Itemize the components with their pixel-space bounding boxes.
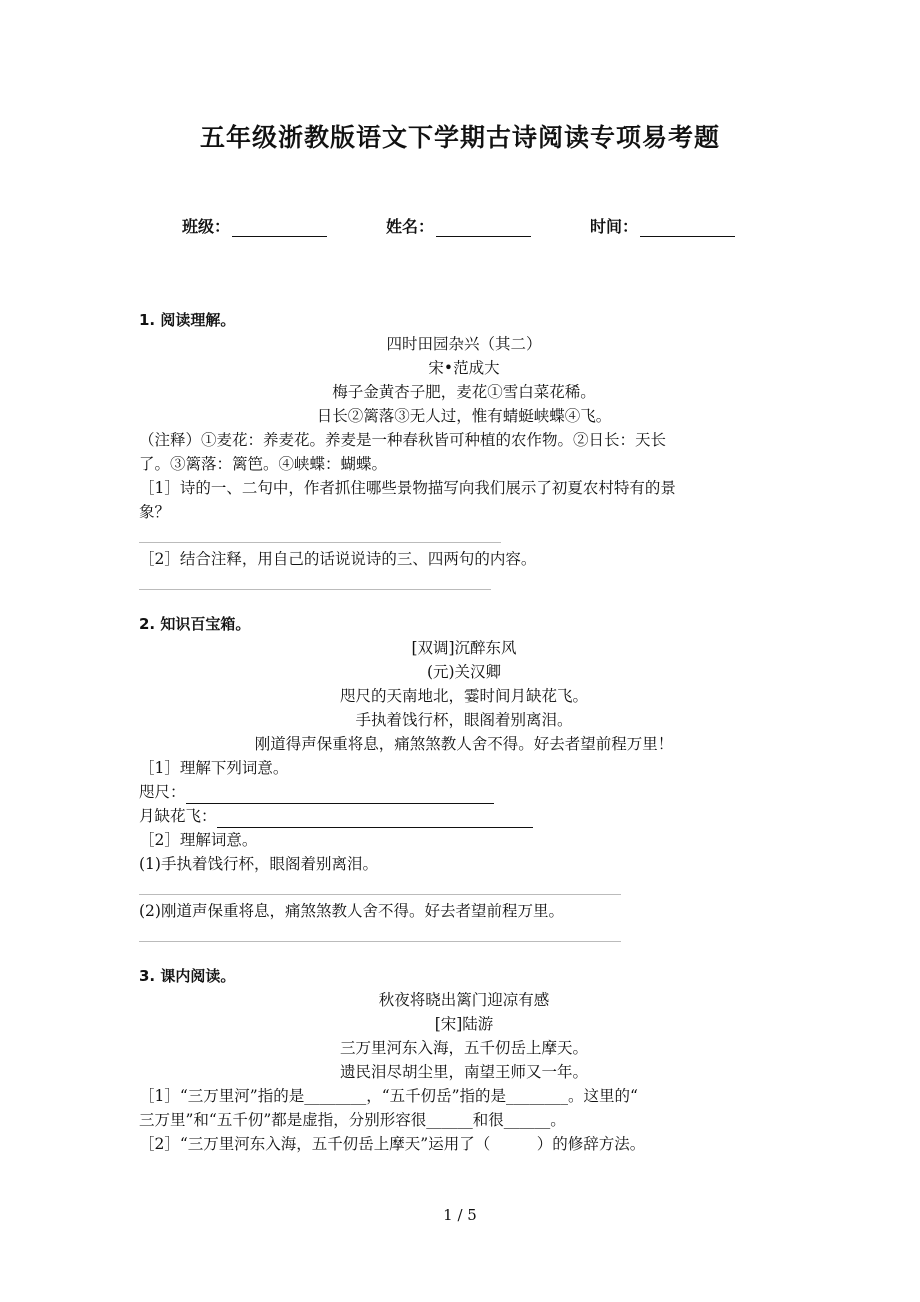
q2-term1: 咫尺：	[139, 783, 186, 801]
q2-term2-blank[interactable]	[217, 811, 533, 828]
q1-sub2-answer-line[interactable]	[139, 577, 491, 590]
time-label: 时间：	[590, 217, 639, 236]
q1-note: （注释）①麦花：养麦花。养麦是一种春秋皆可种植的农作物。②日长：天长	[139, 431, 667, 449]
name-blank[interactable]	[436, 218, 531, 237]
name-field[interactable]	[386, 214, 531, 237]
q1-sub2: ［2］结合注释，用自己的话说说诗的三、四两句的内容。	[139, 550, 537, 568]
q3-sub1: ［1］“三万里河”指的是________，“五千仞岳”指的是________。这里的“	[139, 1087, 638, 1105]
q2-author: (元)关汉卿	[426, 663, 502, 681]
class-field[interactable]	[182, 214, 327, 237]
q2-poem-title: [双调]沉醉东风	[411, 639, 517, 657]
info-row	[182, 214, 782, 242]
q2-sub1: ［1］理解下列词意。	[139, 759, 289, 777]
class-blank[interactable]	[232, 218, 327, 237]
q1-author: 宋•范成大	[428, 359, 500, 377]
questions	[139, 308, 789, 1156]
q3-author: [宋]陆游	[434, 1015, 494, 1033]
q2-term2: 月缺花飞：	[139, 807, 217, 825]
q1-sub1-cont: 象？	[139, 503, 171, 521]
q1-poem-line: 梅子金黄杏子肥，麦花①雪白菜花稀。	[332, 383, 596, 401]
q2-item1-answer-line[interactable]	[139, 882, 621, 895]
time-blank[interactable]	[640, 218, 735, 237]
q2-item2: (2)刚道声保重将息，痛煞煞教人舍不得。好去者望前程万里。	[139, 902, 564, 920]
q2-term1-row	[139, 780, 789, 804]
q2-item1: (1)手执着饯行杯，眼阁着别离泪。	[139, 855, 378, 873]
q3-sub2: ［2］“三万里河东入海，五千仞岳上摩天”运用了（ ）的修辞方法。	[139, 1135, 646, 1153]
q3-poem-line: 三万里河东入海，五千仞岳上摩天。	[339, 1039, 588, 1057]
q2-term1-blank[interactable]	[186, 787, 494, 804]
q2-term2-row	[139, 804, 789, 828]
q3-poem-line: 遗民泪尽胡尘里，南望王师又一年。	[339, 1063, 588, 1081]
name-label: 姓名：	[386, 217, 435, 236]
q2-sub2: ［2］理解词意。	[139, 831, 258, 849]
q3-poem-title: 秋夜将晓出篱门迎凉有感	[378, 991, 550, 1009]
q2-poem-line: 手执着饯行杯，眼阁着别离泪。	[355, 711, 573, 729]
q1-poem-title: 四时田园杂兴（其二）	[386, 335, 542, 353]
q1-note: 了。③篱落：篱笆。④峡蝶：蝴蝶。	[139, 455, 388, 473]
q2-item2-answer-line[interactable]	[139, 929, 621, 942]
q3-sub1-cont: 三万里”和“五千仞”都是虚指，分别形容很______和很______。	[139, 1111, 566, 1129]
q1-poem-line: 日长②篱落③无人过，惟有蜻蜓峡蝶④飞。	[316, 407, 612, 425]
class-label: 班级：	[182, 217, 231, 236]
time-field[interactable]	[590, 214, 735, 237]
q1-heading: 1. 阅读理解。	[139, 311, 236, 329]
q1-sub1: ［1］诗的一、二句中，作者抓住哪些景物描写向我们展示了初夏农村特有的景	[139, 479, 676, 497]
q2-heading: 2. 知识百宝箱。	[139, 615, 251, 633]
q2-poem-line: 咫尺的天南地北，霎时间月缺花飞。	[339, 687, 588, 705]
page-number: 1 / 5	[443, 1206, 477, 1224]
page-title: 五年级浙教版语文下学期古诗阅读专项易考题	[199, 123, 720, 152]
q1-sub1-answer-line[interactable]	[139, 530, 501, 543]
q2-poem-line: 刚道得声保重将息，痛煞煞教人舍不得。好去者望前程万里！	[254, 735, 674, 753]
q3-heading: 3. 课内阅读。	[139, 967, 236, 985]
